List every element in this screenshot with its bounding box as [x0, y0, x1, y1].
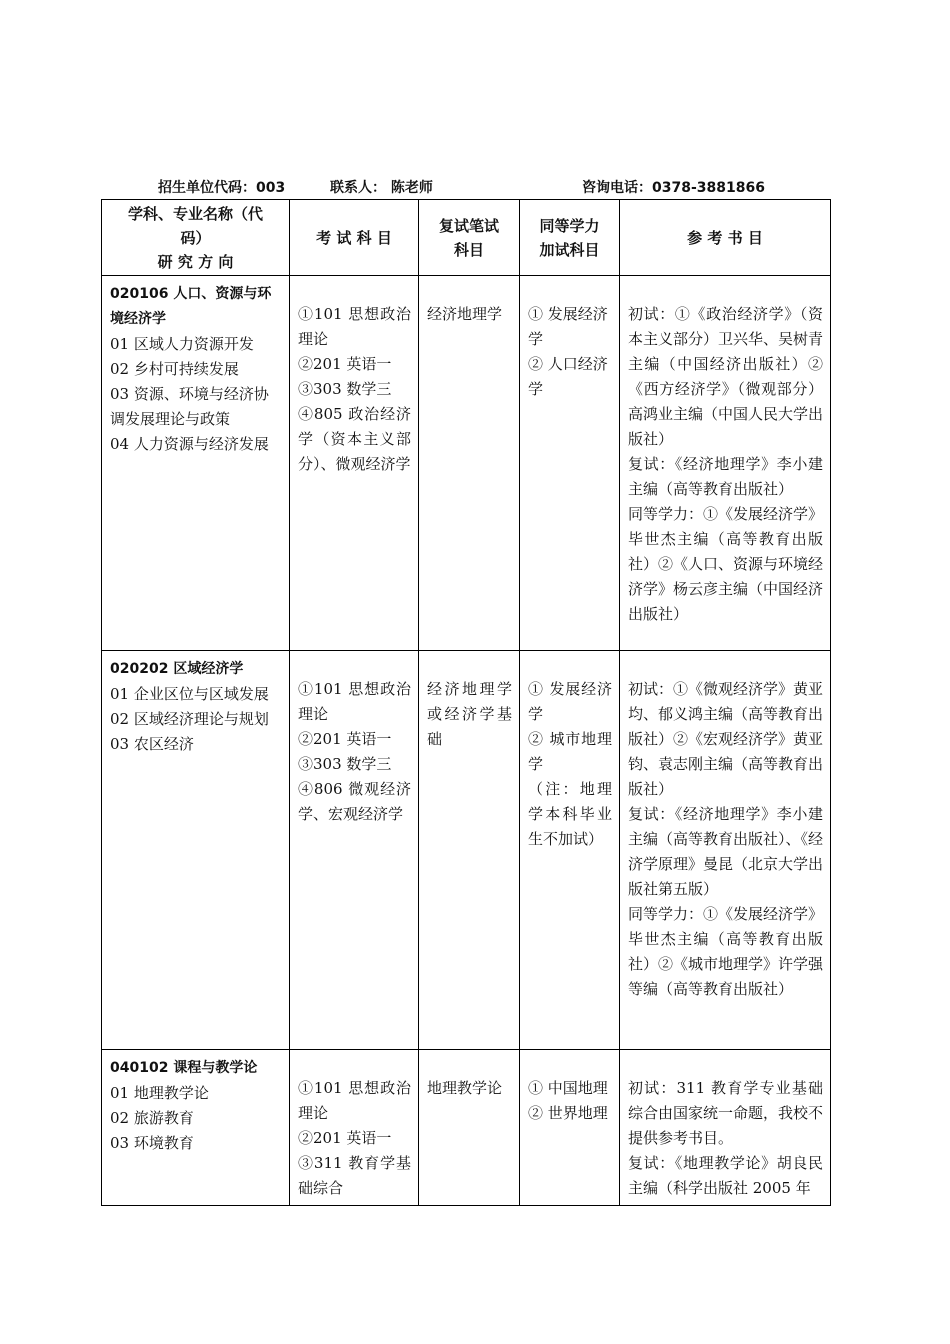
book-entry: 同等学力：①《发展经济学》毕世杰主编（高等教育出版社）②《城市地理学》许学强等编（高等教育出版社）	[628, 905, 824, 998]
book-entry: 复试：《地理教学论》胡良民主编（科学出版社 2005 年	[628, 1154, 823, 1197]
books-cell	[620, 1050, 831, 1206]
major-title: 020106 人口、资源与环境经济学	[110, 286, 272, 327]
table-row	[102, 651, 831, 1050]
book-entry: 复试：《经济地理学》李小建主编（高等教育出版社）	[628, 455, 823, 498]
equivalent-cell	[520, 651, 620, 1050]
direction-item: 04 人力资源与经济发展	[110, 435, 269, 453]
equivalent-item: ② 世界地理	[528, 1104, 608, 1122]
exam-item: ②201 英语一	[298, 355, 392, 373]
exam-item: ③311 教育学基础综合	[298, 1154, 411, 1197]
major-cell	[102, 651, 290, 1050]
exam-item: ④805 政治经济学（资本主义部分）、微观经济学	[298, 405, 411, 473]
col-header-retest: 复试笔试 科目	[419, 200, 520, 276]
contact-person: 联系人： 陈老师	[330, 180, 433, 196]
equivalent-item: ② 城市地理学	[528, 730, 612, 773]
exam-item: ③303 数学三	[298, 380, 392, 398]
exams-cell	[290, 276, 419, 651]
direction-item: 03 环境教育	[110, 1134, 194, 1152]
exam-item: ①101 思想政治理论	[298, 680, 411, 723]
retest-cell	[419, 1050, 520, 1206]
table-header-row	[102, 200, 831, 276]
col-header-major: 学科、专业名称（代 码） 研 究 方 向	[102, 200, 290, 276]
equivalent-item: ① 发展经济学	[528, 305, 608, 348]
retest-cell	[419, 276, 520, 651]
retest-subject: 地理教学论	[427, 1079, 503, 1097]
equivalent-item: ② 人口经济学	[528, 355, 608, 398]
admission-header	[158, 177, 778, 199]
col-header-exams: 考 试 科 目	[290, 200, 419, 276]
books-cell	[620, 276, 831, 651]
exam-item: ③303 数学三	[298, 755, 392, 773]
retest-cell	[419, 651, 520, 1050]
table-row	[102, 1050, 831, 1206]
equivalent-item: ① 发展经济学	[528, 680, 612, 723]
exam-item: ②201 英语一	[298, 730, 392, 748]
equivalent-cell	[520, 276, 620, 651]
direction-item: 01 区域人力资源开发	[110, 335, 254, 353]
direction-item: 01 企业区位与区域发展	[110, 685, 269, 703]
exam-item: ①101 思想政治理论	[298, 1079, 411, 1122]
col-header-equivalent: 同等学力 加试科目	[520, 200, 620, 276]
table-row	[102, 276, 831, 651]
major-title: 020202 区域经济学	[110, 661, 244, 677]
direction-item: 03 农区经济	[110, 735, 194, 753]
exam-item: ①101 思想政治理论	[298, 305, 411, 348]
book-entry: 同等学力：①《发展经济学》毕世杰主编（高等教育出版社）②《人口、资源与环境经济学》杨云彦主编（中国经济出版社）	[628, 505, 824, 623]
retest-subject: 经济地理学	[427, 305, 503, 323]
phone-number: 咨询电话：0378-3881866	[582, 180, 765, 196]
book-entry: 复试：《经济地理学》李小建主编（高等教育出版社）、《经济学原理》曼昆（北京大学出版社第五版）	[628, 805, 824, 898]
major-cell	[102, 1050, 290, 1206]
unit-code: 招生单位代码：003	[158, 180, 286, 196]
book-entry: 初试：①《政治经济学》（资本主义部分）卫兴华、吴树青主编（中国经济出版社）②《西方经济学》（微观部分）高鸿业主编（中国人民大学出版社）	[628, 305, 824, 448]
exams-cell	[290, 651, 419, 1050]
book-entry: 初试：311 教育学专业基础综合由国家统一命题，我校不提供参考书目。	[628, 1079, 824, 1147]
direction-item: 02 区域经济理论与规划	[110, 710, 269, 728]
equivalent-item: ① 中国地理	[528, 1079, 608, 1097]
major-cell	[102, 276, 290, 651]
exam-item: ②201 英语一	[298, 1129, 392, 1147]
books-cell	[620, 651, 831, 1050]
exam-item: ④806 微观经济学、宏观经济学	[298, 780, 411, 823]
admission-table	[101, 199, 831, 1206]
col-header-books: 参 考 书 目	[620, 200, 831, 276]
equivalent-cell	[520, 1050, 620, 1206]
equivalent-note: （注：地理学本科毕业生不加试）	[528, 780, 612, 848]
retest-subject: 经济地理学或经济学基础	[427, 680, 512, 748]
direction-item: 02 旅游教育	[110, 1109, 194, 1127]
direction-item: 03 资源、环境与经济协调发展理论与政策	[110, 385, 269, 428]
direction-item: 02 乡村可持续发展	[110, 360, 239, 378]
major-title: 040102 课程与教学论	[110, 1060, 258, 1076]
direction-item: 01 地理教学论	[110, 1084, 209, 1102]
book-entry: 初试：①《微观经济学》黄亚均、郁义鸿主编（高等教育出版社）②《宏观经济学》黄亚钧、袁志刚主编（高等教育出版社）	[628, 680, 824, 798]
exams-cell	[290, 1050, 419, 1206]
